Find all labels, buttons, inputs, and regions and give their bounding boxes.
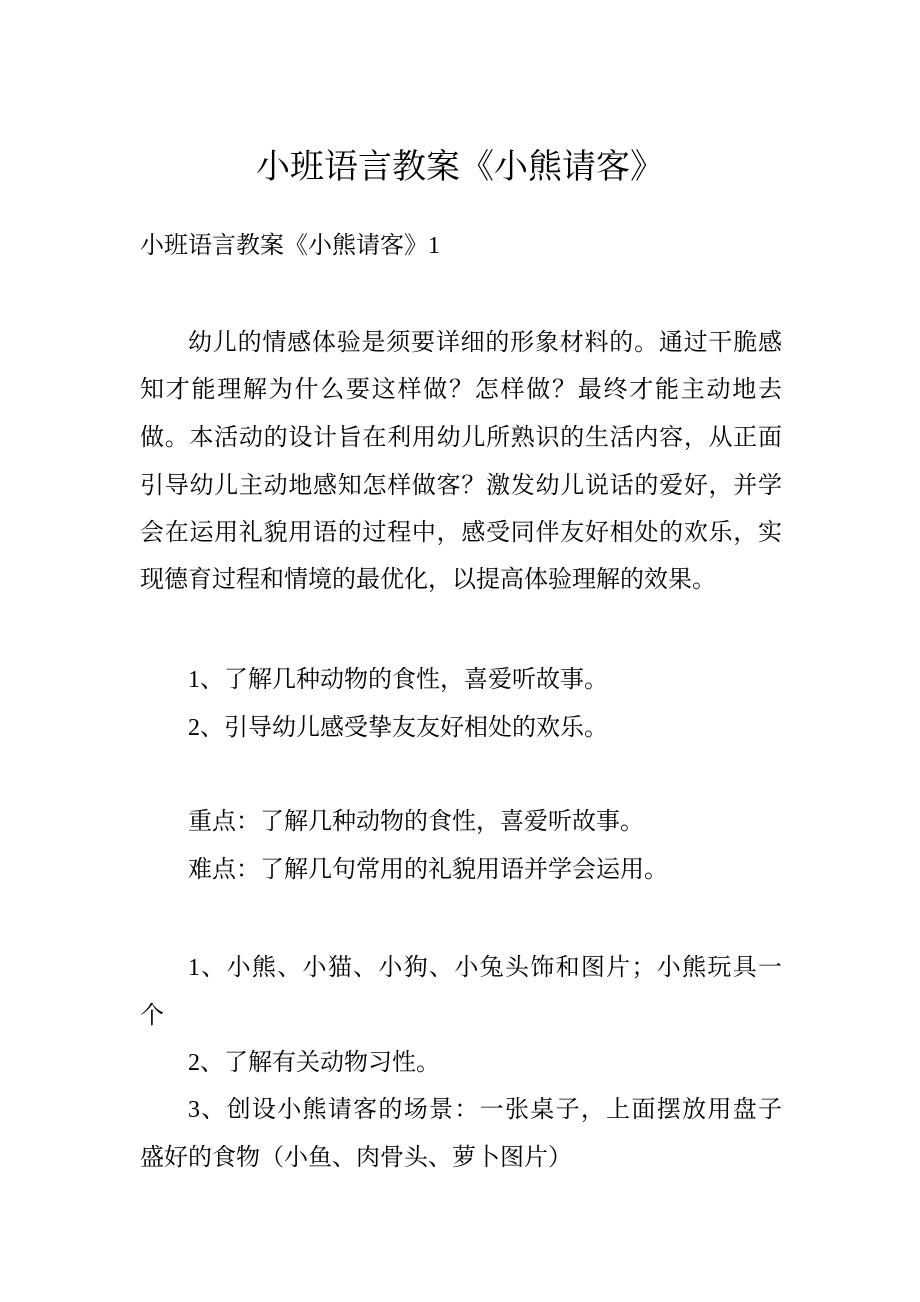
- intro-line: 幼儿的情感体验是须要详细的形象材料的。通过干脆感: [188, 330, 782, 356]
- preparation-line: 1、小熊、小猫、小狗、小兔头饰和图片；小熊玩具一: [188, 955, 782, 981]
- document-title: 小班语言教案《小熊请客》: [256, 149, 664, 186]
- preparation-line: 个: [140, 1003, 164, 1029]
- preparation-line: 盛好的食物（小鱼、肉骨头、萝卜图片）: [140, 1145, 572, 1171]
- goal-item: 2、引导幼儿感受挚友友好相处的欢乐。: [188, 715, 608, 741]
- section-heading: 小班语言教案《小熊请客》1: [140, 233, 440, 259]
- key-point: 重点：了解几种动物的食性，喜爱听故事。: [188, 809, 644, 835]
- preparation-line: 3、创设小熊请客的场景：一张桌子，上面摆放用盘子: [188, 1097, 782, 1123]
- intro-line: 会在运用礼貌用语的过程中，感受同伴友好相处的欢乐，实: [140, 520, 782, 546]
- preparation-line: 2、了解有关动物习性。: [188, 1050, 440, 1076]
- goal-item: 1、了解几种动物的食性，喜爱听故事。: [188, 667, 608, 693]
- difficult-point: 难点：了解几句常用的礼貌用语并学会运用。: [188, 857, 668, 883]
- intro-line: 知才能理解为什么要这样做？怎样做？最终才能主动地去: [140, 377, 782, 403]
- intro-line: 现德育过程和情境的最优化，以提高体验理解的效果。: [140, 567, 716, 593]
- intro-line: 做。本活动的设计旨在利用幼儿所熟识的生活内容，从正面: [140, 425, 782, 451]
- intro-line: 引导幼儿主动地感知怎样做客？激发幼儿说话的爱好，并学: [140, 473, 782, 499]
